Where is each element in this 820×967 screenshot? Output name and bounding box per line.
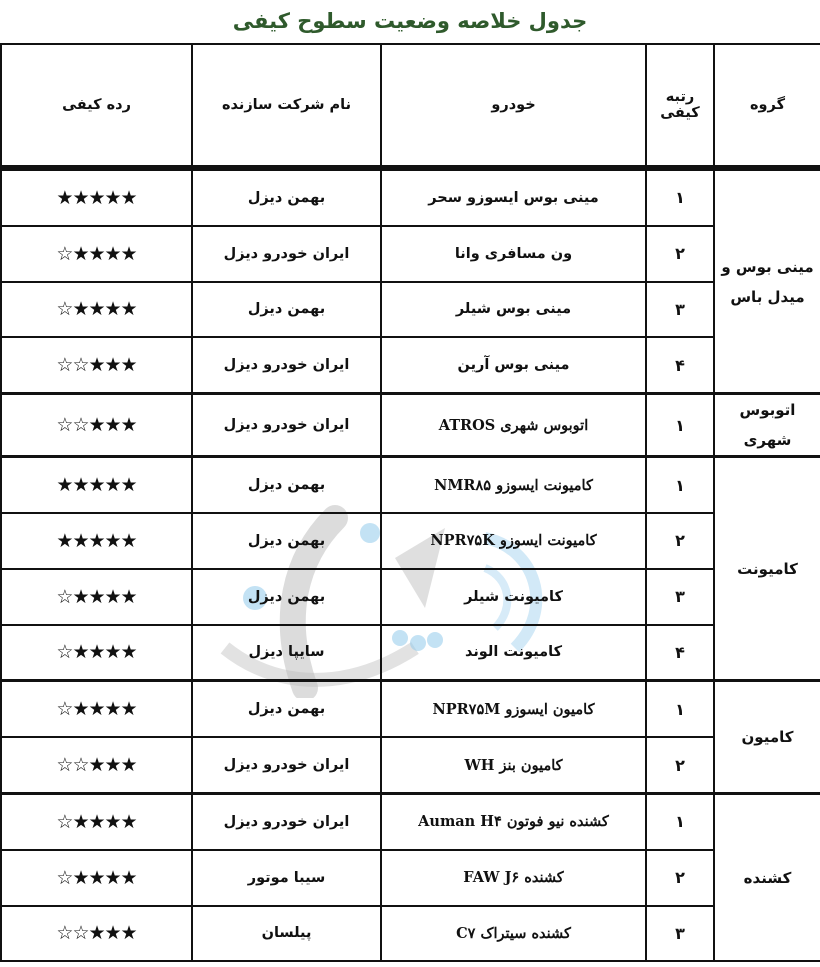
- company-cell: پیلسان: [192, 906, 381, 962]
- vehicle-cell: کامیون بنز WH: [381, 737, 646, 793]
- table-row: [1, 394, 820, 457]
- company-cell: سیبا موتور: [192, 850, 381, 906]
- star-rating-icon: ★★★★☆: [1, 625, 192, 681]
- star-rating-icon: ★★★☆☆: [1, 337, 192, 393]
- star-rating-icon: ★★★★★: [1, 513, 192, 569]
- vehicle-cell: کامیونت ایسوزو NPR۷۵K: [381, 513, 646, 569]
- rank-cell: ۲: [646, 850, 714, 906]
- table-row: [1, 168, 820, 226]
- vehicle-cell: کامیونت ایسوزو NMR۸۵: [381, 457, 646, 513]
- company-cell: بهمن دیزل: [192, 168, 381, 226]
- company-cell: سایپا دیزل: [192, 625, 381, 681]
- rank-cell: ۴: [646, 625, 714, 681]
- group-cell-tractor: کشنده: [714, 793, 820, 961]
- company-cell: ایران خودرو دیزل: [192, 737, 381, 793]
- rank-cell: ۱: [646, 681, 714, 737]
- table-row: [1, 337, 820, 393]
- rank-cell: ۲: [646, 226, 714, 282]
- company-cell: بهمن دیزل: [192, 457, 381, 513]
- table-row: [1, 513, 820, 569]
- star-rating-icon: ★★★★★: [1, 168, 192, 226]
- vehicle-cell: کامیونت شیلر: [381, 569, 646, 625]
- vehicle-cell: اتوبوس شهری ATROS: [381, 394, 646, 457]
- star-rating-icon: ★★★☆☆: [1, 906, 192, 962]
- group-cell-truck: کامیون: [714, 681, 820, 794]
- table-row: [1, 793, 820, 849]
- company-cell: ایران خودرو دیزل: [192, 337, 381, 393]
- star-rating-icon: ★★★★☆: [1, 226, 192, 282]
- rank-cell: ۳: [646, 906, 714, 962]
- table-row: [1, 737, 820, 793]
- header-vehicle: خودرو: [381, 44, 646, 168]
- rank-cell: ۲: [646, 737, 714, 793]
- star-rating-icon: ★★★★☆: [1, 681, 192, 737]
- vehicle-cell: کشنده سیتراک C۷: [381, 906, 646, 962]
- star-rating-icon: ★★★★☆: [1, 793, 192, 849]
- header-rank: رتبه کیفی: [646, 44, 714, 168]
- vehicle-cell: کشنده نیو فوتون Auman H۴: [381, 793, 646, 849]
- rank-cell: ۱: [646, 793, 714, 849]
- company-cell: ایران خودرو دیزل: [192, 793, 381, 849]
- table-row: [1, 282, 820, 338]
- page-title: جدول خلاصه وضعیت سطوح کیفی: [232, 9, 588, 33]
- rank-cell: ۲: [646, 513, 714, 569]
- company-cell: بهمن دیزل: [192, 569, 381, 625]
- group-cell-city-bus: اتوبوس شهری: [714, 394, 820, 457]
- rank-cell: ۴: [646, 337, 714, 393]
- table-header-row: [1, 44, 820, 168]
- rank-cell: ۱: [646, 457, 714, 513]
- vehicle-cell: مینی بوس شیلر: [381, 282, 646, 338]
- table-row: [1, 850, 820, 906]
- table-row: [1, 906, 820, 962]
- vehicle-cell: مینی بوس آرین: [381, 337, 646, 393]
- table-row: [1, 226, 820, 282]
- table-row: [1, 625, 820, 681]
- table-row: [1, 569, 820, 625]
- table-row: [1, 681, 820, 737]
- company-cell: ایران خودرو دیزل: [192, 226, 381, 282]
- star-rating-icon: ★★★☆☆: [1, 394, 192, 457]
- company-cell: بهمن دیزل: [192, 681, 381, 737]
- group-cell-light-truck: کامیونت: [714, 457, 820, 681]
- vehicle-cell: ون مسافری وانا: [381, 226, 646, 282]
- star-rating-icon: ★★★★★: [1, 457, 192, 513]
- table-row: [1, 457, 820, 513]
- rank-cell: ۳: [646, 569, 714, 625]
- company-cell: بهمن دیزل: [192, 513, 381, 569]
- star-rating-icon: ★★★★☆: [1, 850, 192, 906]
- quality-summary-table: [0, 43, 820, 962]
- star-rating-icon: ★★★★☆: [1, 569, 192, 625]
- company-cell: ایران خودرو دیزل: [192, 394, 381, 457]
- group-cell-minibus: مینی بوس و میدل باس: [714, 168, 820, 394]
- header-group: گروه: [714, 44, 820, 168]
- rank-cell: ۱: [646, 168, 714, 226]
- vehicle-cell: کامیون ایسوزو NPR۷۵M: [381, 681, 646, 737]
- header-rating: رده کیفی: [1, 44, 192, 168]
- rank-cell: ۳: [646, 282, 714, 338]
- vehicle-cell: کامیونت الوند: [381, 625, 646, 681]
- vehicle-cell: مینی بوس ایسوزو سحر: [381, 168, 646, 226]
- company-cell: بهمن دیزل: [192, 282, 381, 338]
- header-company: نام شرکت سازنده: [192, 44, 381, 168]
- star-rating-icon: ★★★☆☆: [1, 737, 192, 793]
- rank-cell: ۱: [646, 394, 714, 457]
- star-rating-icon: ★★★★☆: [1, 282, 192, 338]
- vehicle-cell: کشنده FAW J۶: [381, 850, 646, 906]
- quality-summary-table-container: [0, 43, 820, 967]
